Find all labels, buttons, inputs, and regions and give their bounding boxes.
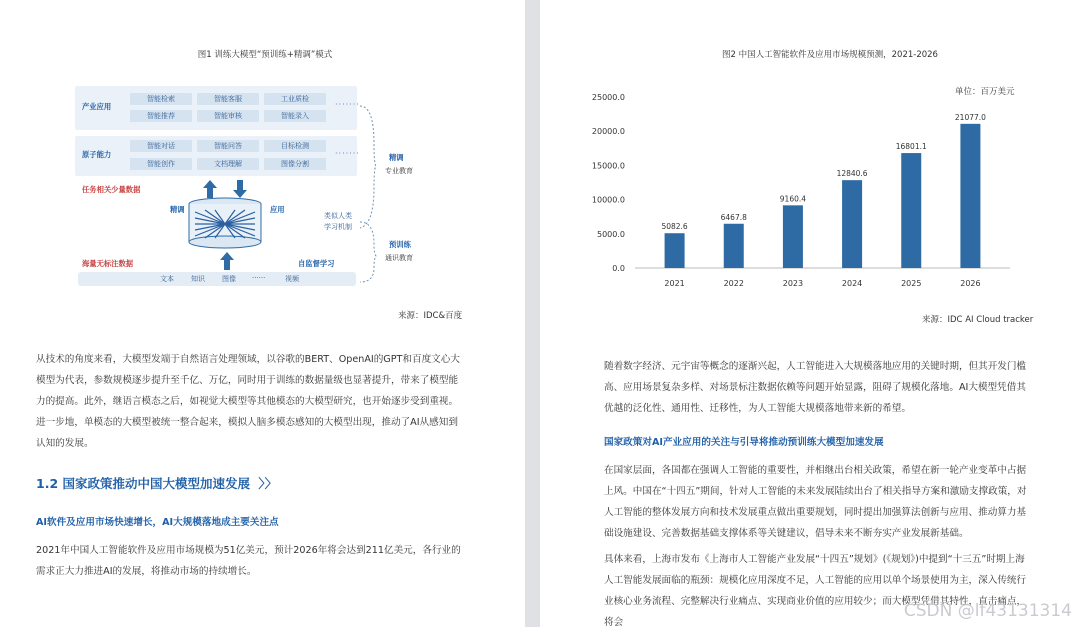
y-tick-label: 15000.0: [591, 161, 625, 171]
left-page: [0, 0, 525, 627]
bar-2025: [901, 153, 921, 268]
apply-label: 应用: [270, 205, 285, 214]
x-tick-label: 2023: [782, 279, 804, 288]
y-tick-label: 5000.0: [597, 229, 625, 239]
diagram-box: 智能客服: [197, 93, 259, 105]
x-tick-label: 2022: [723, 279, 744, 288]
y-tick-label: 25000.0: [591, 93, 625, 102]
bar-2024: [842, 180, 862, 268]
bracket-icon: [358, 104, 378, 284]
bar-value-label: 5082.6: [661, 222, 688, 232]
row2-label: 原子能力: [82, 150, 112, 159]
diagram-box: 智能问答: [197, 140, 259, 152]
data-item: 图像: [222, 275, 236, 283]
bar-2026: [960, 124, 980, 268]
up-arrow-icon: [220, 252, 234, 270]
diagram-box: 智能审核: [197, 110, 259, 122]
watermark: CSDN @lf43131314: [903, 601, 1072, 621]
chart-unit-label: 单位：百万美元: [955, 87, 1015, 97]
x-tick-label: 2026: [960, 279, 981, 288]
x-tick-label: 2021: [664, 279, 685, 288]
row1-label: 产业应用: [82, 102, 112, 111]
diagram-box: 目标检测: [264, 140, 326, 152]
diagram-box: 智能录入: [264, 110, 326, 122]
mass-data-label: 海量无标注数据: [82, 259, 134, 268]
large-model-cylinder-icon: [185, 196, 265, 252]
left-subheading: AI软件及应用市场快速增长，AI大规模落地成主要关注点: [36, 517, 279, 528]
data-item: 文本: [160, 275, 174, 283]
bar-value-label: 16801.1: [895, 142, 927, 152]
left-paragraph-2: 2021年中国人工智能软件及应用市场规模为51亿美元，预计2026年将会达到211亿美元，各行业的需求正大力推进AI的发展，将推动市场的持续增长。: [36, 545, 461, 577]
section-heading-text: 1.2 国家政策推动中国大模型加速发展: [36, 476, 250, 491]
figure2-title: 图2 中国人工智能软件及应用市场规模预测，2021-2026: [722, 50, 938, 60]
bar-value-label: 6467.8: [720, 212, 747, 222]
right-paragraph-3: 具体来看，上海市发布《上海市人工智能产业发展“十四五”规划》(《规划》)中提到“十三五”时期上海人工智能发展面临的瓶颈：规模化应用深度不足，人工智能的应用以单个场景使用为主，深入传统行业核心业务流程、完整解决行业痛点、实现商业价值的应用较少；而大模型凭借其特性，直击痛点，将会: [604, 554, 1027, 627]
diagram-box: 智能推荐: [130, 110, 192, 122]
human-like-label: 类似人类 学习机制: [324, 212, 352, 231]
pretrain-subtitle: 通识教育: [385, 254, 413, 262]
data-item: ······: [252, 274, 266, 282]
refine-subtitle: 专业教育: [385, 167, 413, 175]
left-paragraph-1: 从技术的角度来看，大模型发端于自然语言处理领域，以谷歌的BERT、OpenAI的GPT和百度文心大模型为代表，参数规模逐步提升至千亿、万亿，同时用于训练的数据量级也显著提升，带来了模型能力的提高。此外，继语言模态之后，如视觉大模型等其他模态的大模型研究，也开始逐步受到重视。进一步地，单模态的大模型被统一整合起来，模拟人脑多模态感知的大模型出现，推动了AI从感知到认知的发展。: [36, 354, 460, 449]
more-dots: ·······: [335, 100, 360, 109]
bar-value-label: 21077.0: [954, 112, 986, 122]
bar-value-label: 9160.4: [779, 194, 807, 204]
figure1-title: 图1 训练大模型“预训练+精调”模式: [197, 50, 333, 60]
diagram-box: 智能创作: [130, 158, 192, 170]
more-dots: ·······: [335, 149, 360, 158]
task-data-label: 任务相关少量数据: [82, 185, 141, 194]
y-tick-label: 10000.0: [591, 195, 625, 205]
market-size-bar-chart: [580, 82, 1020, 297]
right-paragraph-2: 在国家层面，各国都在强调人工智能的重要性，并相继出台相关政策，希望在新一轮产业变革中占据上风。中国在“十四五”期间，针对人工智能的未来发展陆续出台了相关指导方案和激励支撑政策，对人工智能的整体发展方向和技术发展重点做出重要规划，同时提出加强算法创新与应用、推动算力基础设施建设、完善数据基础支撑体系等关键建议，倡导未来不断夯实产业发展新基础。: [604, 465, 1027, 539]
diagram-box: 图像分割: [264, 158, 326, 170]
right-paragraph-1: 随着数字经济、元宇宙等概念的逐渐兴起，人工智能进入大规模落地应用的关键时期，但其开发门槛高、应用场景复杂多样、对场景标注数据依赖等问题开始显露，阻碍了规模化落地。AI大模型凭借其优越的泛化性、通用性、迁移性，为人工智能大规模落地带来新的希望。: [604, 361, 1027, 414]
right-page: [540, 0, 1080, 627]
bar-2022: [724, 224, 744, 268]
double-chevron-icon: 〉〉: [258, 476, 278, 491]
bar-value-label: 12840.6: [836, 169, 868, 179]
figure1-source: 来源：IDC&百度: [398, 311, 463, 321]
diagram-box: 工业质检: [264, 93, 326, 105]
section-heading: [36, 474, 277, 492]
diagram-box: 智能对话: [130, 140, 192, 152]
figure2-source: 来源：IDC AI Cloud tracker: [922, 315, 1034, 325]
y-tick-label: 0.0: [612, 264, 625, 273]
y-tick-label: 20000.0: [591, 127, 625, 137]
x-tick-label: 2024: [841, 279, 863, 288]
right-subheading: 国家政策对AI产业应用的关注与引导将推动预训练大模型加速发展: [604, 437, 884, 448]
bar-2023: [783, 205, 803, 268]
x-tick-label: 2025: [901, 279, 922, 288]
diagram-box: 文档理解: [197, 158, 259, 170]
data-item: 视频: [285, 275, 299, 283]
data-item: 知识: [191, 275, 205, 283]
finetune-label: 精调: [170, 205, 185, 214]
self-supervised-label: 自监督学习: [298, 259, 335, 268]
data-source-bar: [78, 272, 356, 286]
bar-2021: [665, 233, 685, 268]
refine-title: 精调: [389, 153, 404, 162]
pretrain-title: 预训练: [389, 240, 411, 249]
diagram-box: 智能检索: [130, 93, 192, 105]
